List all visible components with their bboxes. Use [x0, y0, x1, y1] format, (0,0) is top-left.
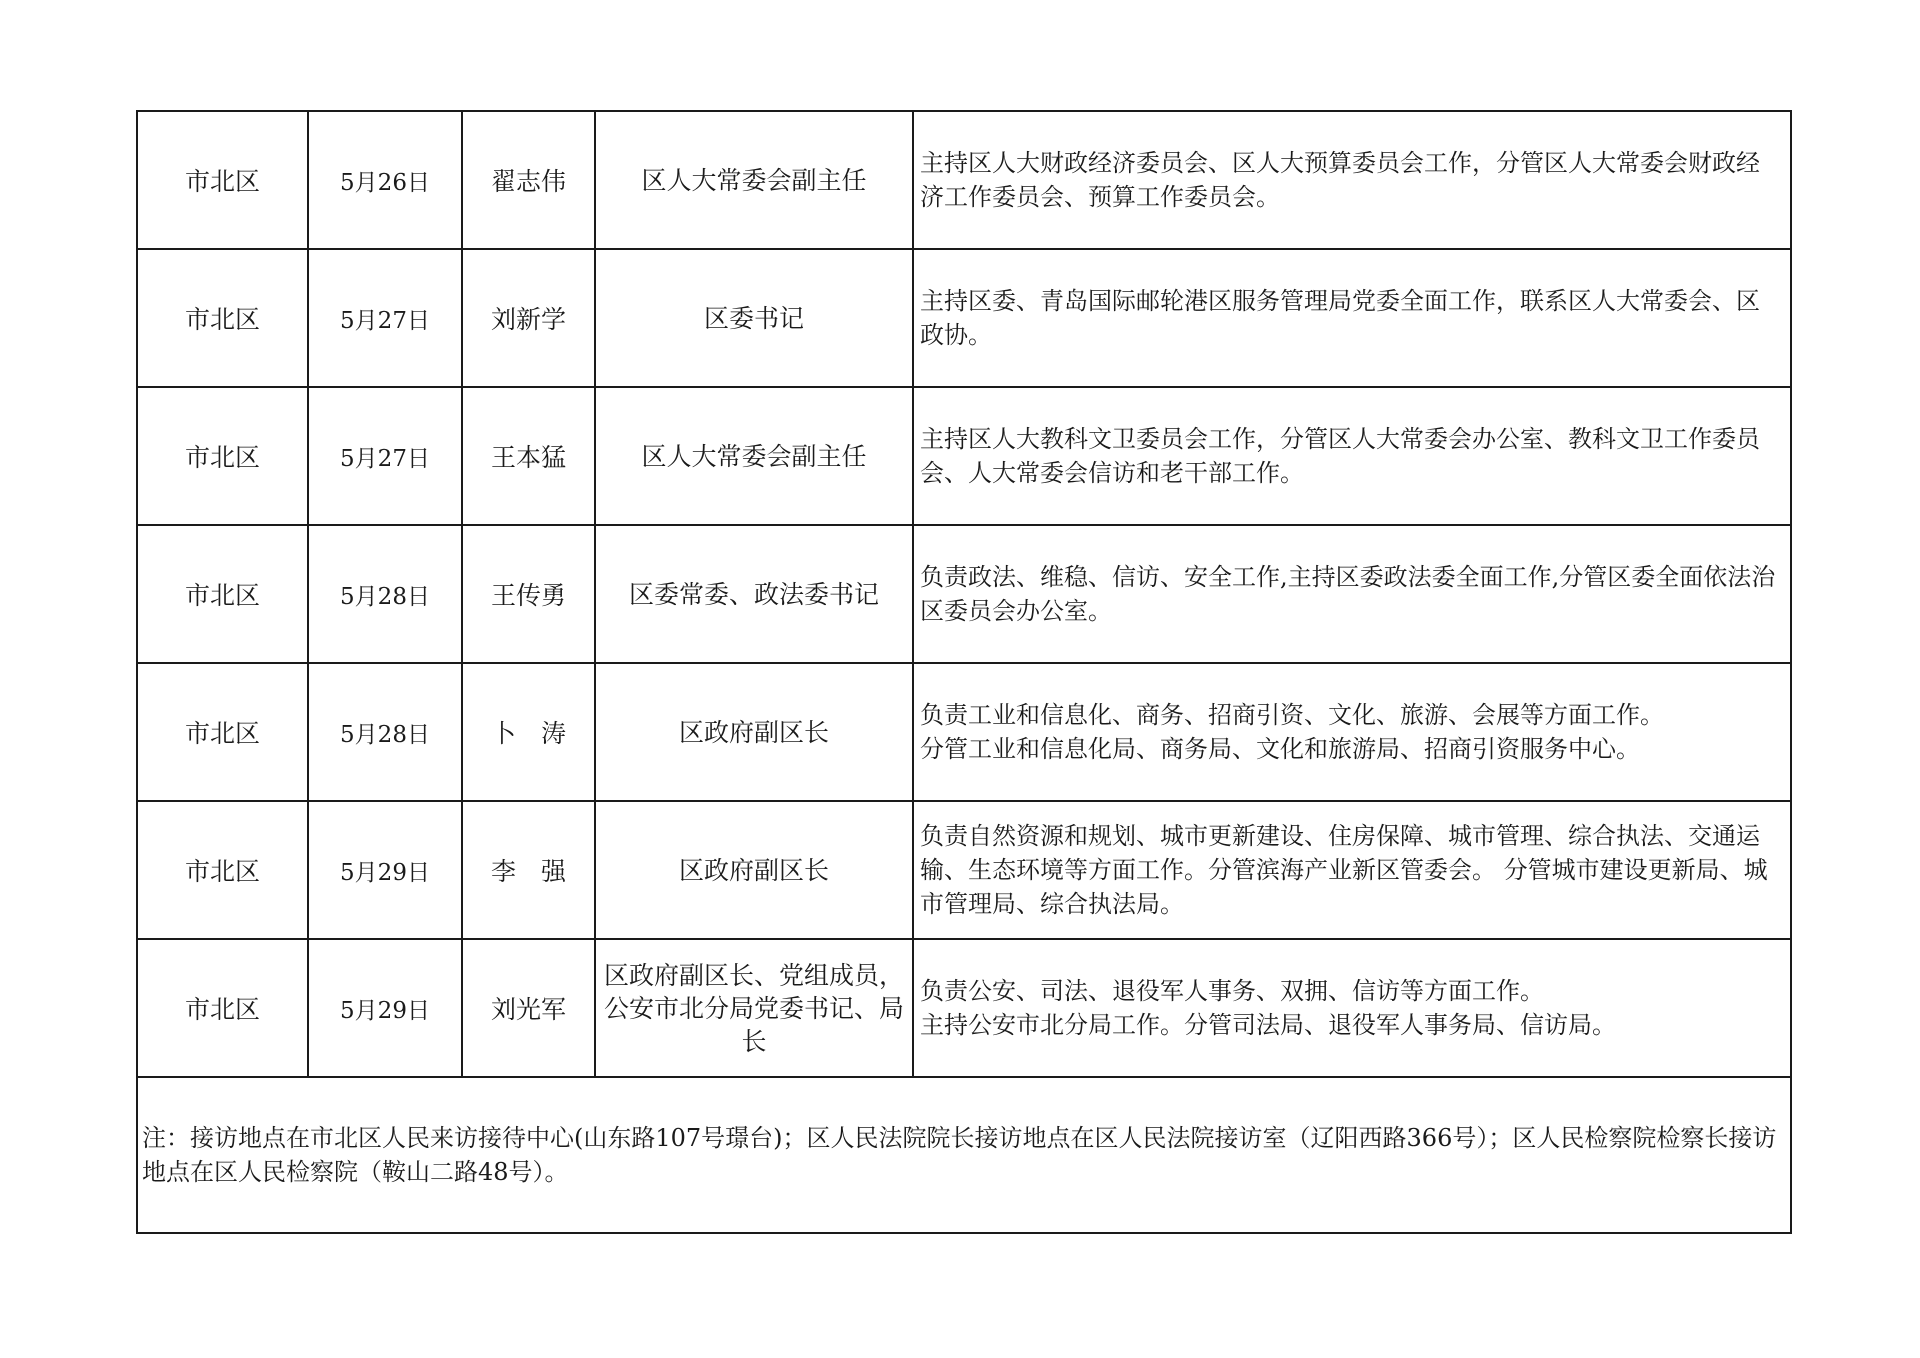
district-cell: 市北区: [137, 939, 308, 1077]
table-row: [137, 525, 1791, 663]
date-cell: 5月27日: [308, 387, 462, 525]
date-cell: 5月28日: [308, 525, 462, 663]
name-cell: 王传勇: [462, 525, 595, 663]
schedule-table: [136, 110, 1792, 1234]
title-cell: 区政府副区长、党组成员，公安市北分局党委书记、局长: [595, 939, 913, 1077]
duty-text: 主持公安市北分局工作。分管司法局、退役军人事务局、信访局。: [920, 1011, 1616, 1039]
title-cell: 区人大常委会副主任: [595, 387, 913, 525]
table-row: [137, 249, 1791, 387]
title-cell: 区政府副区长: [595, 801, 913, 939]
name-cell: 翟志伟: [462, 111, 595, 249]
district-cell: 市北区: [137, 801, 308, 939]
note-row: [137, 1077, 1791, 1233]
duty-cell: [913, 525, 1791, 663]
table-row: [137, 801, 1791, 939]
title-cell: 区委常委、政法委书记: [595, 525, 913, 663]
name-cell: 卜 涛: [462, 663, 595, 801]
table-row: [137, 663, 1791, 801]
name-cell: 刘新学: [462, 249, 595, 387]
date-cell: 5月28日: [308, 663, 462, 801]
duty-cell: [913, 111, 1791, 249]
title-cell: 区政府副区长: [595, 663, 913, 801]
duty-cell: [913, 249, 1791, 387]
district-cell: 市北区: [137, 249, 308, 387]
duty-cell: [913, 387, 1791, 525]
duty-text: 负责工业和信息化、商务、招商引资、文化、旅游、会展等方面工作。: [920, 701, 1664, 729]
duty-text: 负责公安、司法、退役军人事务、双拥、信访等方面工作。: [920, 977, 1544, 1005]
title-cell: 区人大常委会副主任: [595, 111, 913, 249]
duty-text: 主持区人大财政经济委员会、区人大预算委员会工作，分管区人大常委会财政经济工作委员会、预算工作委员会。: [920, 149, 1760, 211]
title-cell: 区委书记: [595, 249, 913, 387]
duty-cell: [913, 801, 1791, 939]
date-cell: 5月27日: [308, 249, 462, 387]
duty-cell: [913, 663, 1791, 801]
table-body: [137, 111, 1791, 1233]
name-cell: 李 强: [462, 801, 595, 939]
district-cell: 市北区: [137, 111, 308, 249]
duty-text: 分管工业和信息化局、商务局、文化和旅游局、招商引资服务中心。: [920, 735, 1640, 763]
table-row: [137, 939, 1791, 1077]
date-cell: 5月29日: [308, 939, 462, 1077]
duty-text: 负责政法、维稳、信访、安全工作,主持区委政法委全面工作,分管区委全面依法治区委员会办公室。: [920, 563, 1776, 625]
date-cell: 5月26日: [308, 111, 462, 249]
duty-cell: [913, 939, 1791, 1077]
name-cell: 王本猛: [462, 387, 595, 525]
district-cell: 市北区: [137, 387, 308, 525]
district-cell: 市北区: [137, 525, 308, 663]
duty-text: 负责自然资源和规划、城市更新建设、住房保障、城市管理、综合执法、交通运输、生态环境等方面工作。分管滨海产业新区管委会。 分管城市建设更新局、城市管理局、综合执法局。: [920, 822, 1768, 918]
duty-text: 主持区委、青岛国际邮轮港区服务管理局党委全面工作，联系区人大常委会、区政协。: [920, 287, 1760, 349]
date-cell: 5月29日: [308, 801, 462, 939]
table-row: [137, 387, 1791, 525]
district-cell: 市北区: [137, 663, 308, 801]
note-cell: 注：接访地点在市北区人民来访接待中心(山东路107号璟台)；区人民法院院长接访地点在区人民法院接访室（辽阳西路366号）；区人民检察院检察长接访地点在区人民检察院（鞍山二路48号）。: [137, 1077, 1791, 1233]
duty-text: 主持区人大教科文卫委员会工作，分管区人大常委会办公室、教科文卫工作委员会、人大常委会信访和老干部工作。: [920, 425, 1760, 487]
name-cell: 刘光军: [462, 939, 595, 1077]
table-row: [137, 111, 1791, 249]
